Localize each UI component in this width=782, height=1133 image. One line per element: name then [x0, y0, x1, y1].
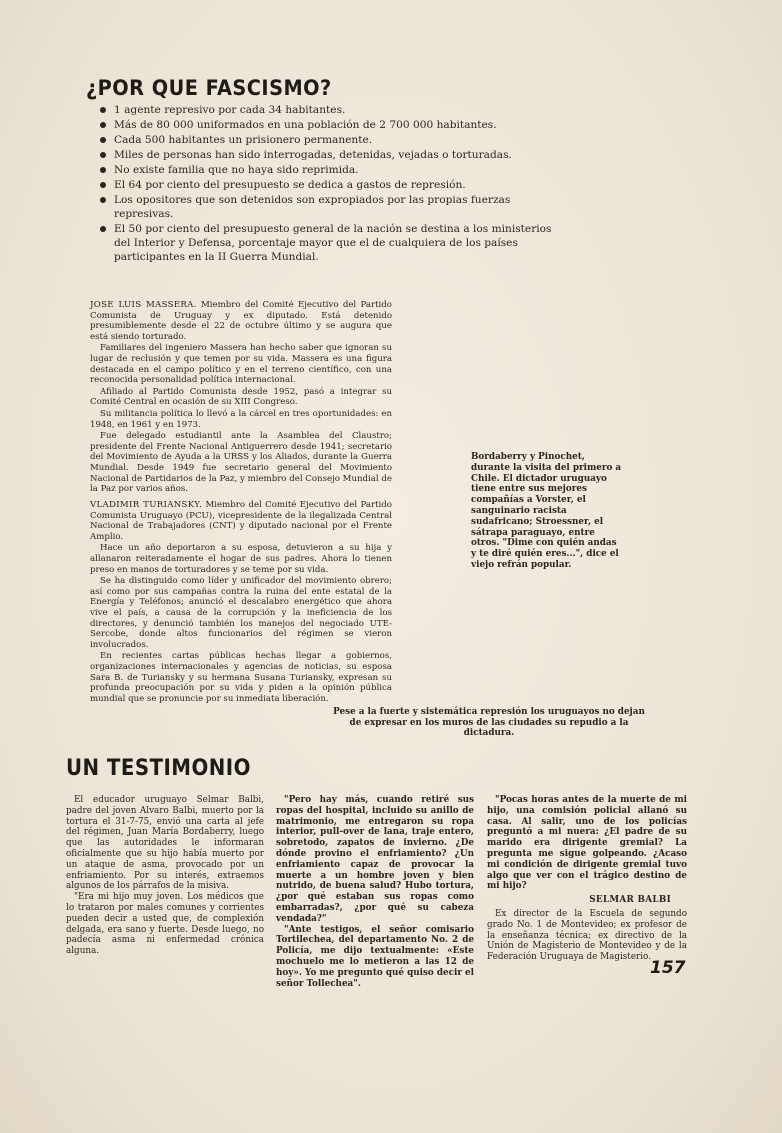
paragraph: "Ante testigos, el señor comisario Tortilechea, del departamento No. 2 de Policía, me dijo textualmente: «Este mochuelo me lo metieron a las 12 de hoy». Yo me pregunto qué quiso decir el señor Tollechea". — [276, 924, 474, 989]
bullet-icon — [100, 122, 106, 128]
paragraph: Hace un año deportaron a su esposa, detuvieron a su hija y allanaron reiteradamente el hogar de sus padres. Ahora lo tienen preso en manos de torturadores y se teme por su vida. — [90, 543, 392, 575]
paragraph: Su militancia política lo llevó a la cárcel en tres oportunidades: en 1948, en 1961 y en 1973. — [90, 408, 392, 430]
photo-caption-bordaberry: Bordaberry y Pinochet, durante la visita del primero a Chile. El dictador uruguayo tiene entre sus mejores compañías a Vorster, el sanguinario racista sudafricano; Stroessner, el sátrapa paraguayo, entre otros. "Dime con quién andas y te diré quién eres...", dice el viejo refrán popular. — [471, 452, 622, 570]
testimony-column-1 — [66, 795, 264, 957]
turiansky-profile: VLADIMIR TURIANSKY. Miembro del Comité Ejecutivo del Partido Comunista Uruguayo (PCU), vicepresidente de la ilegalizada Central Nacional de Trabajadores (CNT) y diputado nacional por el Frente Amplio. Hace un año deportaron a su esposa, detuvieron a su hija y allanaron reiteradamente el hogar de sus padres. Ahora lo tienen preso en manos de torturadores y se teme por su vida. Se ha distinguido como líder y unificador del movimiento obrero; así como por sus campañas contra la ruina del ente estatal de la Energía y Teléfonos; anunció el descalabro energético que ahora vive el país, a causa de la corrupción y la ineficiencia de los directores, y denunció también los manejos del negociado UTE-Sercobe, donde altos funcionarios del régimen se vieron involucrados. En recientes cartas públicas hechas llegar a gobiernos, organizaciones internacionales y agencias de noticias, su esposa Sara B. de Turiansky y su hermana Susana Turiansky, expresan su profunda preocupación por su vida y piden a la opinión pública mundial que se pronuncie por su inmediata liberación. — [90, 500, 392, 704]
testimony-column-2 — [276, 795, 474, 989]
testimony-column-3 — [487, 795, 687, 963]
fact-item: El 50 por ciento del presupuesto general de la nación se destina a los ministerios del Interior y Defensa, porcentaje mayor que el de cualquiera de los países participantes en la II Guerra Mundial. — [100, 222, 556, 264]
fact-item: Los opositores que son detenidos son expropiados por las propias fuerzas represivas. — [100, 193, 556, 221]
author-bio: Ex director de la Escuela de segundo grado No. 1 de Montevideo; ex profesor de la enseñanza técnica; ex directivo de la Unión de Magisterio de Montevideo y de la Federación Uruguaya de Magisterio. — [487, 908, 687, 963]
bullet-icon — [100, 182, 106, 188]
page-number: 157 — [650, 958, 686, 978]
turiansky-name: VLADIMIR TURIANSKY. — [90, 500, 203, 510]
signature: SELMAR BALBI — [589, 895, 671, 906]
paragraph: Familiares del ingeniero Massera han hecho saber que ignoran su lugar de reclusión y que temen por su vida. Massera es una figura destacada en el campo político y en el terreno científico, con una reconocida personalidad política internacional. — [90, 343, 392, 386]
bullet-icon — [100, 226, 106, 232]
paragraph: "Pocas horas antes de la muerte de mi hijo, una comisión policial allanó su casa. Al salir, uno de los policías preguntó a mi nuera: ¿El padre de su marido era dirigente gremial? La pregunta me sigue golpeando. ¿Acaso mi condición de dirigente gremial tuvo algo que ver con el trágico destino de mi hijo? — [487, 795, 687, 892]
fact-item: Cada 500 habitantes un prisionero permanente. — [100, 133, 556, 147]
paragraph: El educador uruguayo Selmar Balbi, padre del joven Alvaro Balbi, muerto por la tortura el 31-7-75, envió una carta al jefe del régimen, Juan María Bordaberry, luego que las autoridades le informaran oficialmente que su hijo había muerto por un ataque de asma, provocado por un enfriamiento. Por su interés, extraemos algunos de los párrafos de la misiva. — [66, 795, 264, 892]
paragraph: Se ha distinguido como líder y unificador del movimiento obrero; así como por sus campañas contra la ruina del ente estatal de la Energía y Teléfonos; anunció el descalabro energético que ahora vive el país, a causa de la corrupción y la ineficiencia de los directores, y denunció también los manejos del negociado UTE-Sercobe, donde altos funcionarios del régimen se vieron involucrados. — [90, 576, 392, 650]
bullet-icon — [100, 197, 106, 203]
massera-profile: JOSE LUIS MASSERA. Miembro del Comité Ejecutivo del Partido Comunista de Uruguay y ex diputado. Está detenido presumiblemente desde el 22 de octubre último y se augura que está siendo torturado. Familiares del ingeniero Massera han hecho saber que ignoran su lugar de reclusión y que temen por su vida. Massera es una figura destacada en el campo político y en el terreno científico, con una reconocida personalidad política internacional. Afiliado al Partido Comunista desde 1952, pasó a integrar su Comité Central en ocasión de su XIII Congreso. Su militancia política lo llevó a la cárcel en tres oportunidades: en 1948, en 1961 y en 1973. Fue delegado estudiantil ante la Asamblea del Claustro; presidente del Frente Nacional Antiguerrero desde 1941; secretario del Movimiento de Ayuda a la URSS y los Aliados, durante la Guerra Mundial. Desde 1949 fue secretario general del Movimiento Nacional de Partidarios de la Paz, y miembro del Consejo Mundial de la Paz por varios años. — [90, 300, 392, 495]
section-title-testimonio: UN TESTIMONIO — [66, 756, 251, 781]
fact-item: Miles de personas han sido interrogadas, detenidas, vejadas o torturadas. — [100, 148, 556, 162]
photo-caption-walls: Pese a la fuerte y sistemática represión los uruguayos no dejan de expresar en los muros de las ciudades su repudio a la dictadura. — [333, 707, 645, 739]
massera-name: JOSE LUIS MASSERA. — [90, 300, 197, 310]
bullet-icon — [100, 137, 106, 143]
paragraph: Fue delegado estudiantil ante la Asamblea del Claustro; presidente del Frente Nacional Antiguerrero desde 1941; secretario del Movimiento de Ayuda a la URSS y los Aliados, durante la Guerra Mundial. Desde 1949 fue secretario general del Movimiento Nacional de Partidarios de la Paz, y miembro del Consejo Mundial de la Paz por varios años. — [90, 431, 392, 495]
fact-item: No existe familia que no haya sido reprimida. — [100, 163, 556, 177]
paragraph: Afiliado al Partido Comunista desde 1952, pasó a integrar su Comité Central en ocasión de su XIII Congreso. — [90, 386, 392, 408]
paragraph: "Era mi hijo muy joven. Los médicos que lo trataron por males comunes y corrientes pueden decir a usted que, de complexión delgada, era sano y fuerte. Desde luego, no padecía asma ni enfermedad crónica alguna. — [66, 892, 264, 957]
bullet-icon — [100, 152, 106, 158]
paragraph: "Pero hay más, cuando retiré sus ropas del hospital, incluido su anillo de matrimonio, me entregaron su ropa interior, pull-over de lana, traje entero, sobretodo, zapatos de invierno. ¿De dónde provino el enfriamiento? ¿Un enfriamiento capaz de provocar la muerte a un hombre joven y bien nutrido, de buena salud? Hubo tortura, ¿por qué estaban sus ropas como embarradas?, ¿por qué su cabeza vendada?" — [276, 795, 474, 924]
fact-item: El 64 por ciento del presupuesto se dedica a gastos de represión. — [100, 178, 556, 192]
fact-item: 1 agente represivo por cada 34 habitantes. — [100, 103, 556, 117]
fact-item: Más de 80 000 uniformados en una población de 2 700 000 habitantes. — [100, 118, 556, 132]
paragraph: En recientes cartas públicas hechas llegar a gobiernos, organizaciones internacionales y agencias de noticias, su esposa Sara B. de Turiansky y su hermana Susana Turiansky, expresan su profunda preocupación por su vida y piden a la opinión pública mundial que se pronuncie por su inmediata liberación. — [90, 651, 392, 704]
section-title-fascismo: ¿POR QUE FASCISMO? — [86, 76, 332, 100]
bullet-icon — [100, 107, 106, 113]
bullet-icon — [100, 167, 106, 173]
facts-list — [100, 103, 556, 265]
